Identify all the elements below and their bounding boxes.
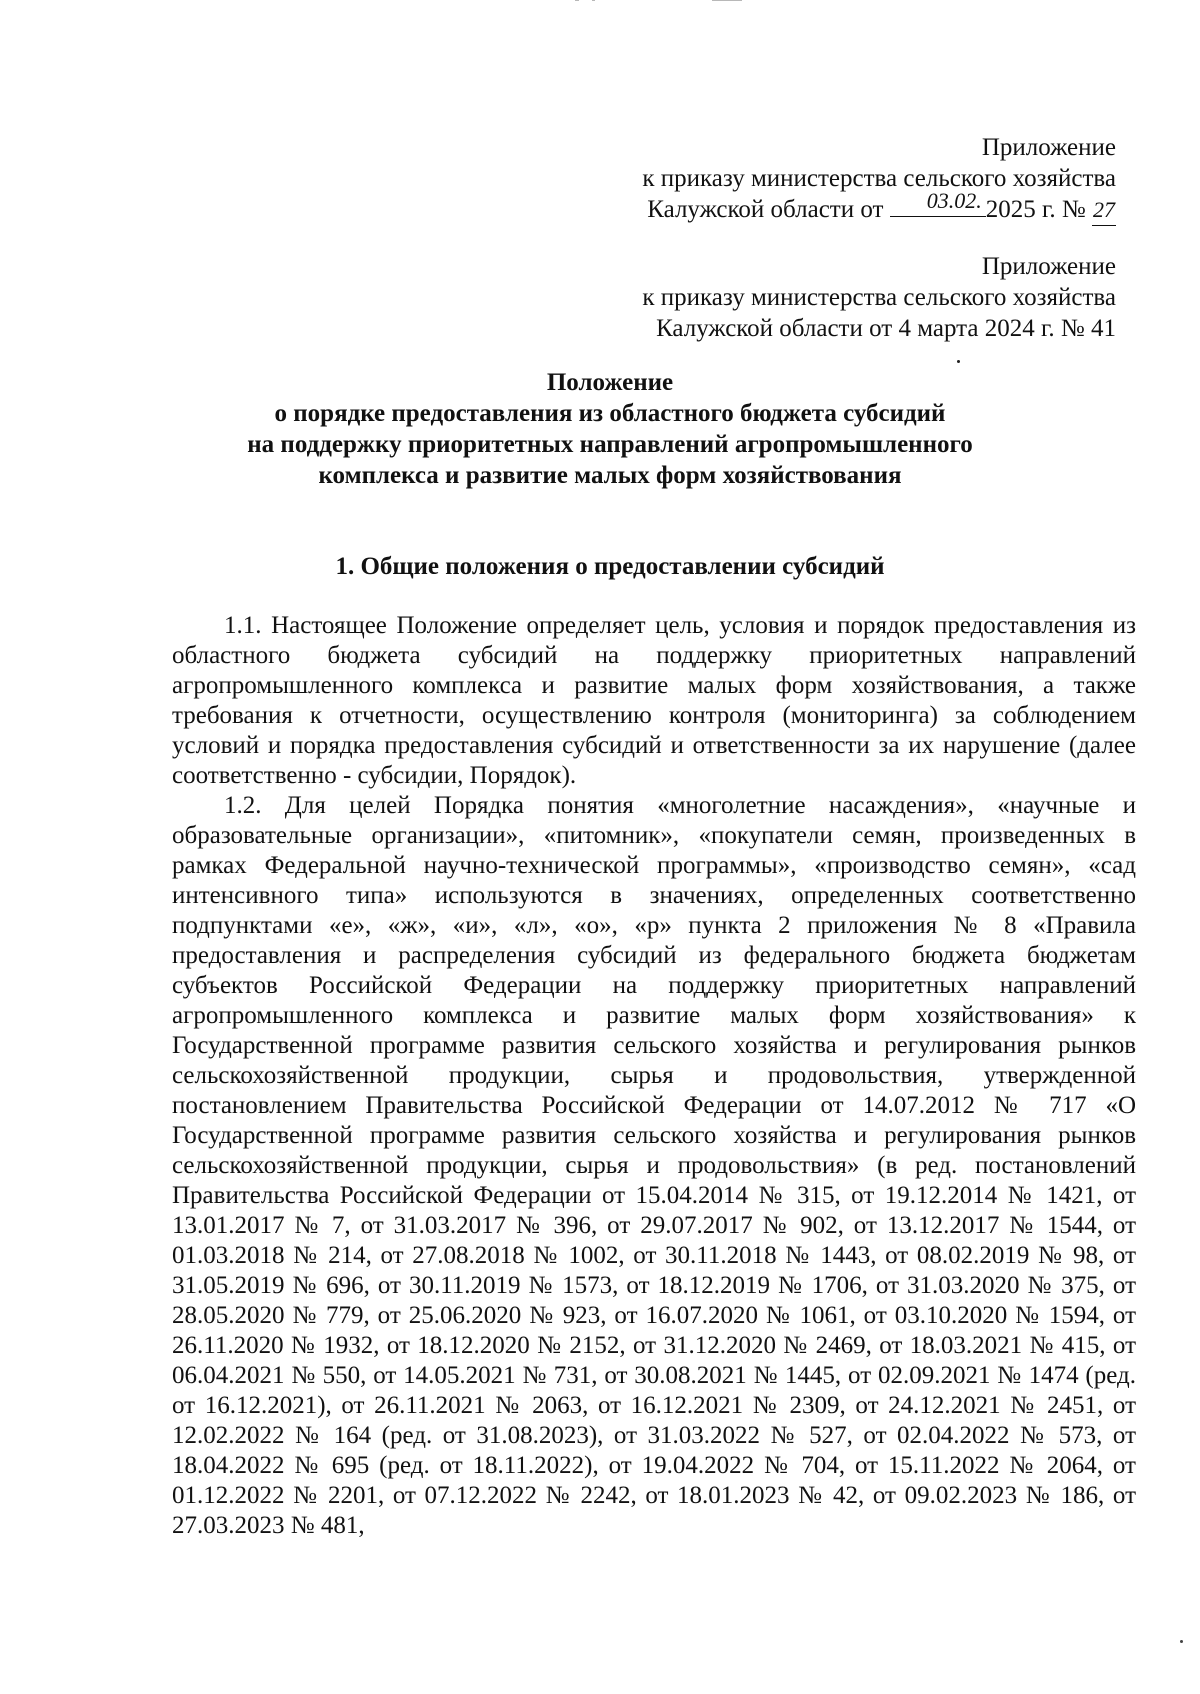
title-line: Положение — [546, 369, 674, 396]
paragraph-1-1: 1.1. Настоящее Положение определяет цель, условия и порядок предоставления из областного бюджета субсидий на поддержку приоритетных направлений агропромышленного комплекса и развитие малых форм хозяйствования, а также требования к отчетности, осуществлению контроля (мониторинга) за соблюдением условий и порядка предоставления субсидий и ответственности за их нарушение (далее соответственно - субсидии, Порядок). — [172, 612, 1136, 789]
scan-speck — [1180, 1640, 1183, 1643]
paragraph-1-2: 1.2. Для целей Порядка понятия «многолетние насаждения», «научные и образовательные организации», «питомник», «покупатели семян, произведенных в рамках Федеральной научно-технической программы», «производство семян», «сад интенсивного типа» используются в значениях, определенных соответственно подпунктами «е», «ж», «и», «л», «о», «р» пункта 2 приложения № 8 «Правила предоставления и распределения субсидий из федерального бюджета бюджетам субъектов Российской Федерации на поддержку приоритетных направлений агропромышленного комплекса и развитие малых форм хозяйствования» к Государственной программе развития сельского хозяйства и регулирования рынков сельскохозяйственной продукции, сырья и продовольствия, утвержденной постановлением Правительства Российской Федерации от 14.07.2012 № 717 «О Государственной программе развития сельского хозяйства и регулирования рынков сельскохозяйственной продукции, сырья и продовольствия» (в ред. постановлений Правительства Российской Федерации от 15.04.2014 № 315, от 19.12.2014 № 1421, от 13.01.2017 № 7, от 31.03.2017 № 396, от 29.07.2017 № 902, от 13.12.2017 № 1544, от 01.03.2018 № 214, от 27.08.2018 № 1002, от 30.11.2018 № 1443, от 08.02.2019 № 98, от 31.05.2019 № 696, от 30.11.2019 № 1573, от 18.12.2019 № 1706, от 31.03.2020 № 375, от 28.05.2020 № 779, от 25.06.2020 № 923, от 16.07.2020 № 1061, от 03.10.2020 № 1594, от 26.11.2020 № 1932, от 18.12.2020 № 2152, от 31.12.2020 № 2469, от 18.03.2021 № 415, от 06.04.2021 № 550, от 14.05.2021 № 731, от 30.08.2021 № 1445, от 02.09.2021 № 1474 (ред. от 16.12.2021), от 26.11.2021 № 2063, от 16.12.2021 № 2309, от 24.12.2021 № 2451, от 12.02.2022 № 164 (ред. от 31.08.2023), от 31.03.2022 № 527, от 02.04.2022 № 573, от 18.04.2022 № 695 (ред. от 18.11.2022), от 19.04.2022 № 704, от 15.11.2022 № 2064, от 01.12.2022 № 2201, от 07.12.2022 № 2242, от 18.01.2023 № 42, от 09.02.2023 № 186, от 27.03.2023 № 481, — [172, 792, 1136, 1539]
document-title — [170, 367, 1050, 491]
document-body — [172, 611, 1136, 1541]
approval-label: Приложение — [981, 253, 1116, 280]
section-heading: 1. Общие положения о предоставлении субсидий — [335, 553, 885, 580]
scan-artifact — [575, 0, 579, 3]
approval-date-line: Калужской области от 4 марта 2024 г. № 41 — [656, 315, 1116, 342]
handwritten-date: 03.02. — [926, 188, 982, 213]
handwritten-order-number: 27 — [1092, 194, 1116, 226]
approval-block-previous — [642, 251, 1116, 344]
handwritten-date-field — [890, 188, 986, 217]
approval-year-number: 2025 г. № — [985, 196, 1086, 223]
title-line: комплекса и развитие малых форм хозяйствования — [318, 462, 902, 489]
approval-label: Приложение — [981, 134, 1116, 161]
approval-block-current — [642, 132, 1116, 226]
scan-artifact — [592, 0, 595, 3]
approval-order-ref: к приказу министерства сельского хозяйства — [642, 165, 1116, 192]
scan-artifact — [712, 0, 742, 3]
approval-region-from: Калужской области от — [647, 196, 884, 223]
title-line: на поддержку приоритетных направлений агропромышленного — [247, 431, 973, 458]
scan-speck — [957, 360, 960, 363]
approval-order-ref: к приказу министерства сельского хозяйства — [642, 284, 1116, 311]
approval-date-line — [642, 188, 1116, 226]
title-line: о порядке предоставления из областного бюджета субсидий — [274, 400, 946, 427]
